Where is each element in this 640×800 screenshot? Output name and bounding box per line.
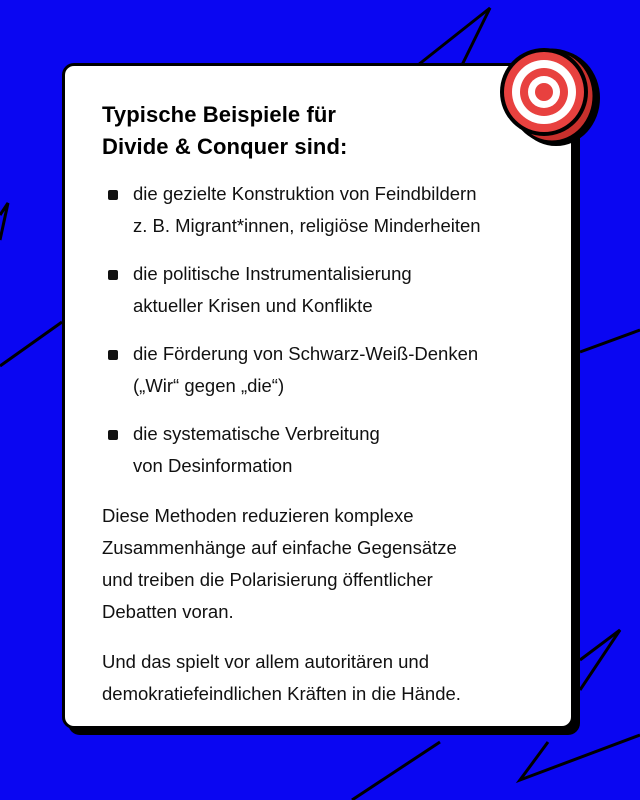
list-item-line: von Desinformation bbox=[133, 455, 293, 476]
list-item-line: die politische Instrumentalisierung bbox=[133, 263, 412, 284]
paragraph-line: demokratiefeindlichen Kräften in die Hände. bbox=[102, 683, 461, 704]
square-bullet-icon bbox=[108, 350, 118, 360]
title-line: Divide & Conquer sind: bbox=[102, 134, 348, 159]
square-bullet-icon bbox=[108, 270, 118, 280]
paragraph-line: Debatten voran. bbox=[102, 601, 234, 622]
info-card bbox=[62, 63, 574, 729]
conclusion-paragraph bbox=[102, 646, 461, 710]
summary-paragraph bbox=[102, 500, 457, 628]
list-item-line: die systematische Verbreitung bbox=[133, 423, 380, 444]
list-item-line: die gezielte Konstruktion von Feindbildern bbox=[133, 183, 477, 204]
list-item-line: („Wir“ gegen „die“) bbox=[133, 375, 285, 396]
list-item bbox=[102, 418, 481, 482]
list-item-line: z. B. Migrant*innen, religiöse Minderheiten bbox=[133, 215, 481, 236]
list-item-line: aktueller Krisen und Konflikte bbox=[133, 295, 373, 316]
list-item-line: die Förderung von Schwarz-Weiß-Denken bbox=[133, 343, 479, 364]
card-title bbox=[102, 99, 347, 163]
target-icon bbox=[490, 40, 610, 160]
list-item bbox=[102, 178, 481, 242]
list-item bbox=[102, 338, 481, 402]
square-bullet-icon bbox=[108, 190, 118, 200]
paragraph-line: Diese Methoden reduzieren komplexe bbox=[102, 505, 414, 526]
title-line: Typische Beispiele für bbox=[102, 102, 337, 127]
paragraph-line: und treiben die Polarisierung öffentlicher bbox=[102, 569, 433, 590]
paragraph-line: Und das spielt vor allem autoritären und bbox=[102, 651, 430, 672]
examples-list bbox=[102, 178, 481, 498]
square-bullet-icon bbox=[108, 430, 118, 440]
list-item bbox=[102, 258, 481, 322]
paragraph-line: Zusammenhänge auf einfache Gegensätze bbox=[102, 537, 457, 558]
